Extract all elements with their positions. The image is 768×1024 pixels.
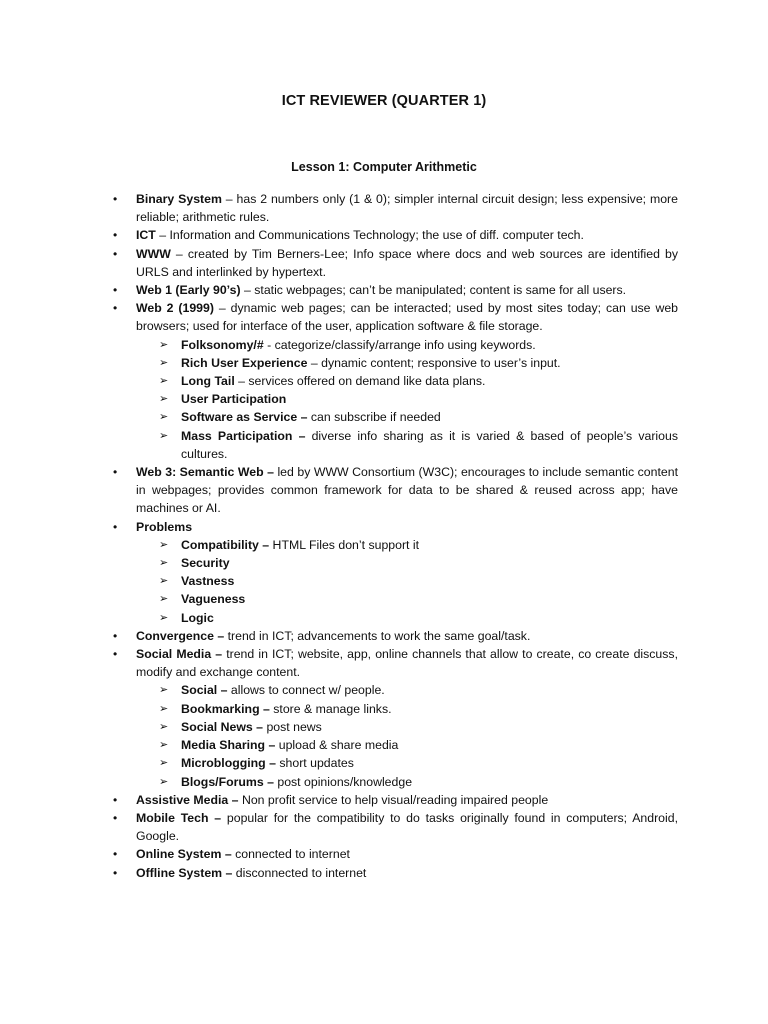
sub-list-item [136,700,678,718]
item-term: Online System – [136,847,232,862]
arrow-bullet-icon: ➢ [159,393,169,406]
sub-item-term: Security [181,556,230,571]
item-term: Problems [136,519,193,534]
sub-item-term: User Participation [181,392,287,407]
arrow-bullet-icon: ➢ [159,593,169,606]
lesson-title: Lesson 1: Computer Arithmetic [291,160,477,174]
sub-item-term: Social News – [181,719,264,734]
sub-item-term: Vastness [181,574,235,589]
bullet-icon: • [113,865,118,880]
sub-list-item [136,773,678,791]
list-item [0,299,768,463]
sub-item-text: upload & share media [275,738,399,753]
sub-item-text: post opinions/knowledge [273,774,413,789]
sub-list-item [136,336,678,354]
sub-item-term: Blogs/Forums – [181,774,274,789]
item-text: trend in ICT; advancements to work the same goal/task. [224,628,531,643]
item-term: Assistive Media – [136,792,239,807]
item-term: WWW [136,246,171,261]
sub-item-text: store & manage links. [269,701,392,716]
sub-item-text: can subscribe if needed [307,410,441,425]
list-item [0,463,768,518]
arrow-bullet-icon: ➢ [159,575,169,588]
bullet-icon: • [113,465,118,480]
list-item [0,190,768,226]
bullet-icon: • [113,628,118,643]
sub-item-text: allows to connect w/ people. [227,683,385,698]
sub-item-text: post news [263,719,322,734]
list-item [0,809,768,845]
arrow-bullet-icon: ➢ [159,611,169,624]
item-text: – created by Tim Berners-Lee; Info space where docs and web sources are identified by URLS and interlinked by hypertext. [136,246,678,279]
item-term: Web 2 (1999) [136,301,214,316]
sub-item-text: - categorize/classify/arrange info using keywords. [263,337,536,352]
bullet-icon: • [113,246,118,261]
item-term: Offline System – [136,865,233,880]
list-item [0,627,768,645]
arrow-bullet-icon: ➢ [159,356,169,369]
sub-item-term: Bookmarking – [181,701,270,716]
sub-item-term: Microblogging – [181,756,276,771]
sub-list [136,536,678,627]
bullet-icon: • [113,301,118,316]
sub-item-text: short updates [275,756,354,771]
item-text: Non profit service to help visual/reading impaired people [238,792,549,807]
list-item [0,226,768,244]
sub-item-text: – services offered on demand like data plans. [234,374,486,389]
sub-list-item [136,609,678,627]
sub-list-item [136,590,678,608]
arrow-bullet-icon: ➢ [159,702,169,715]
arrow-bullet-icon: ➢ [159,757,169,770]
sub-item-term: Software as Service – [181,410,308,425]
sub-list [136,681,678,790]
sub-item-term: Compatibility – [181,537,270,552]
sub-list-item [136,754,678,772]
bullet-icon: • [113,283,118,298]
list-item [0,518,768,627]
list-item [0,281,768,299]
item-term: Social Media – [136,647,223,662]
sub-item-text: diverse info sharing as it is varied & based of people’s various cultures. [181,428,678,461]
sub-item-text: – dynamic content; responsive to user’s input. [307,355,561,370]
list-item [0,864,768,882]
item-term: Mobile Tech – [136,810,222,825]
bullet-icon: • [113,847,118,862]
arrow-bullet-icon: ➢ [159,411,169,424]
bullet-icon: • [113,792,118,807]
sub-item-term: Media Sharing – [181,738,276,753]
item-text: disconnected to internet [232,865,367,880]
item-term: Web 1 (Early 90’s) [136,283,241,298]
sub-item-term: Social – [181,683,228,698]
item-term: Web 3: Semantic Web – [136,465,274,480]
arrow-bullet-icon: ➢ [159,739,169,752]
sub-list-item [136,718,678,736]
sub-list-item [136,554,678,572]
list-item [0,645,768,791]
item-text: led by WWW Consortium (W3C); encourages to include semantic content in webpages; provides common framework for data to be shared & reused across app; have machines or AI. [136,465,679,516]
arrow-bullet-icon: ➢ [159,538,169,551]
sub-item-term: Vagueness [181,592,246,607]
item-text: – dynamic web pages; can be interacted; used by most sites today; can use web browsers; used for interface of the user, application software & file storage. [136,301,678,334]
item-term: Binary System [136,192,222,206]
arrow-bullet-icon: ➢ [159,338,169,351]
item-text: – Information and Communications Technology; the use of diff. computer tech. [155,228,584,243]
list-item [0,845,768,863]
sub-list-item [136,736,678,754]
arrow-bullet-icon: ➢ [159,429,169,442]
item-text: popular for the compatibility to do tasks originally found in computers; Android, Google. [136,810,678,844]
item-text: – has 2 numbers only (1 & 0); simpler internal circuit design; less expensive; more reliable; arithmetic rules. [136,192,678,225]
bullet-icon: • [113,228,118,243]
sub-item-term: Logic [181,610,214,625]
sub-list [136,336,678,463]
bullet-icon: • [113,810,118,825]
sub-list-item [136,372,678,390]
item-text: trend in ICT; website, app, online channels that allow to create, co create discuss, modify and exchange content. [136,647,678,680]
arrow-bullet-icon: ➢ [159,720,169,733]
sub-list-item [136,408,678,426]
item-term: ICT [136,228,156,243]
arrow-bullet-icon: ➢ [159,684,169,697]
sub-list-item [136,354,678,372]
item-text: connected to internet [231,847,350,862]
sub-list-item [136,427,678,463]
sub-item-term: Folksonomy/# [181,337,264,352]
sub-list-item [136,681,678,699]
list-item [0,791,768,809]
sub-list-item [136,536,678,554]
bullet-list [0,190,768,882]
sub-list-item [136,390,678,408]
list-item [0,245,768,281]
sub-item-term: Mass Participation – [181,428,306,443]
bullet-icon: • [113,192,118,206]
sub-item-term: Rich User Experience [181,355,308,370]
sub-item-text: HTML Files don’t support it [269,537,420,552]
arrow-bullet-icon: ➢ [159,557,169,570]
sub-item-term: Long Tail [181,374,235,389]
bullet-icon: • [113,519,118,534]
item-term: Convergence – [136,628,225,643]
sub-list-item [136,572,678,590]
page-title: ICT REVIEWER (QUARTER 1) [281,93,487,109]
bullet-icon: • [113,647,118,662]
arrow-bullet-icon: ➢ [159,775,169,788]
item-text: – static webpages; can’t be manipulated; content is same for all users. [240,283,627,298]
arrow-bullet-icon: ➢ [159,375,169,388]
